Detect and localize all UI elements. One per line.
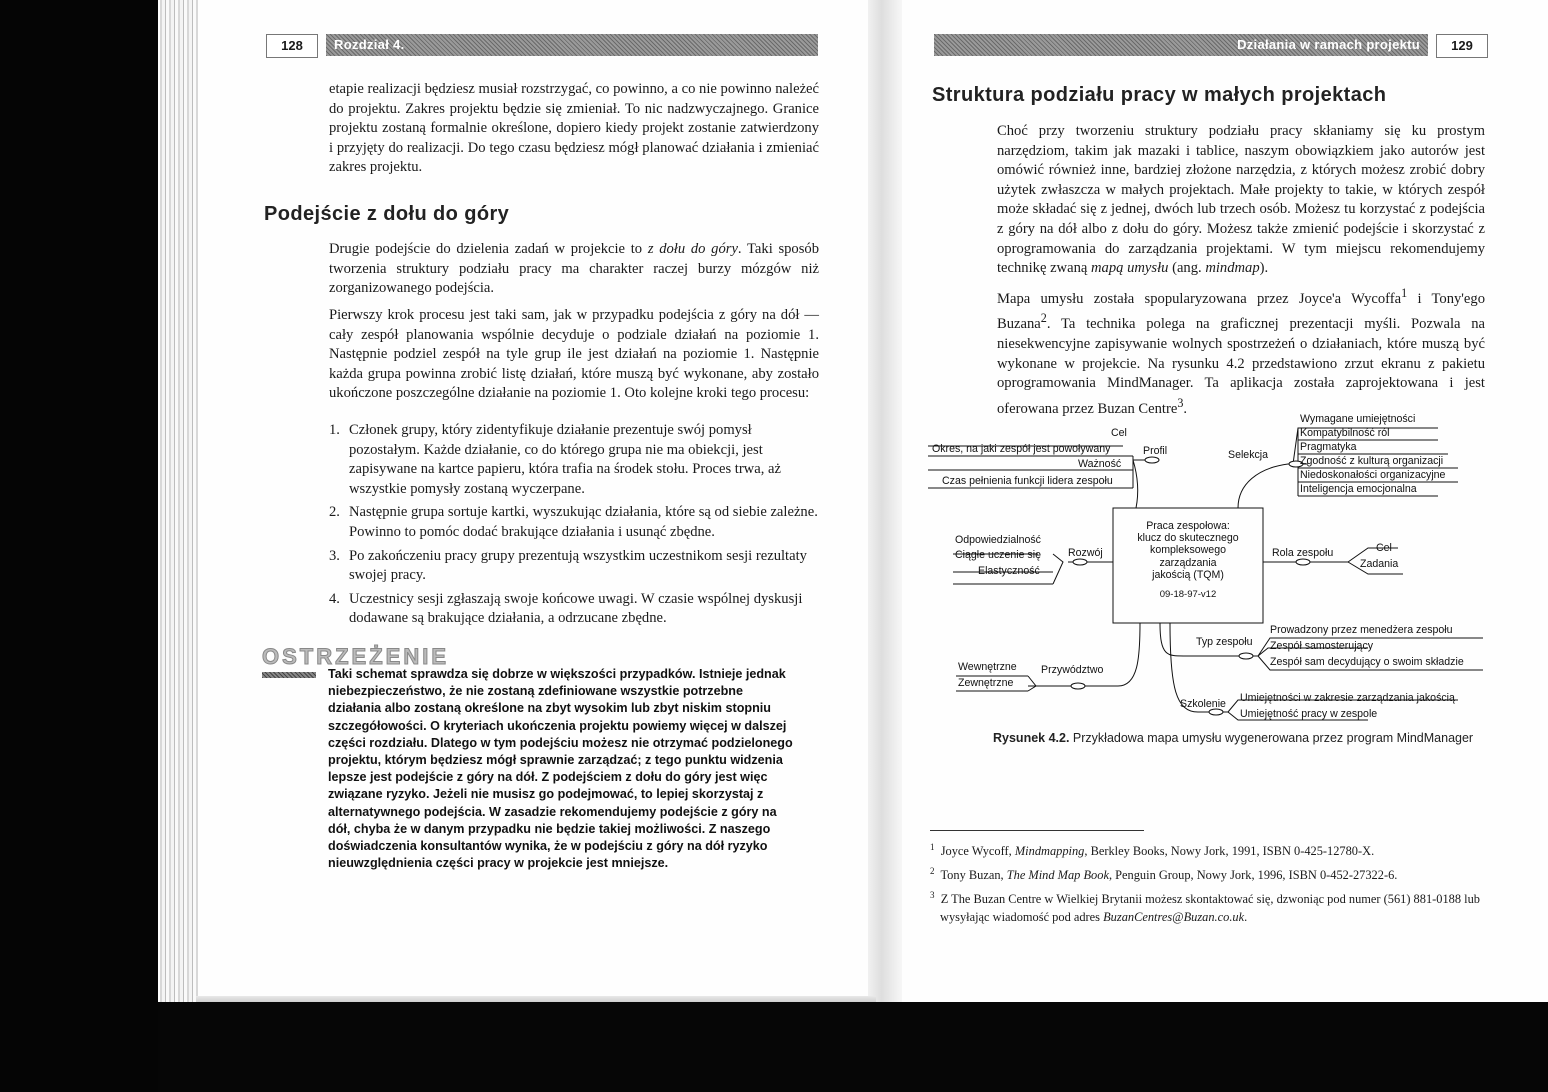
mindmap-leaf: Okres, na jaki zespół jest powoływany: [932, 443, 1111, 455]
footnote: $^3$ Z The Buzan Centre w Wielkiej Brytanii możesz skontaktować się, dzwoniąc pod numer (561) 881-0188 lub wysyłając wiadomość pod adres BuzanCentres@Buzan.co.uk.: [930, 890, 1480, 925]
mindmap-leaf: Zadania: [1360, 558, 1399, 570]
book-gutter: [868, 0, 902, 1010]
page-number-right: 129: [1436, 34, 1488, 58]
list-item: 3. Po zakończeniu pracy grupy prezentują wszystkim uczestnikom sesji rezultaty swojej pracy.: [329, 547, 807, 584]
mindmap-leaf: Cel: [1376, 542, 1392, 554]
mindmap-leaf: Kompatybilność ról: [1300, 427, 1390, 439]
paragraph-first-step: Pierwszy krok procesu jest taki sam, jak w przypadku podejścia z góry na dół — cały zespół planowania wspólnie decyduje o podziale działań na poziomie 1. Następnie podziel zespół na tyle grup ile jest działań na poziomie 1. Następnie każda grupa powinna zrobić listę działań, które muszą być wykonane, aby zostało ukończone poszczególne działanie na poziomie 1. Oto kolejne kroki tego procesu:: [329, 307, 819, 402]
mindmap-leaf: Niedoskonałości organizacyjne: [1300, 469, 1446, 481]
list-item: 2. Następnie grupa sortuje kartki, wyszukując działania, które są od siebie zależne. Powinno to pomóc dodać brakujące działania i usunąć zbędne.: [329, 504, 818, 540]
mindmap-leaf: Cel: [1111, 427, 1127, 439]
mindmap-node-szkolenie: Szkolenie: [1180, 698, 1226, 710]
scan-border-bottom: [158, 1002, 1548, 1092]
mindmap-leaf: Umiejętności w zakresie zarządzania jakością: [1240, 692, 1455, 704]
mindmap-leaf: Zespół samosterujący: [1270, 640, 1374, 652]
mindmap-leaf: Odpowiedzialność: [955, 534, 1041, 546]
mindmap-leaf: Zgodność z kulturą organizacji: [1300, 455, 1444, 467]
mindmap-leaf: Ciągłe uczenie się: [955, 549, 1041, 561]
figure-caption: Rysunek 4.2. Przykładowa mapa umysłu wygenerowana przez program MindManager: [993, 731, 1474, 745]
mindmap-leaf: Zewnętrzne: [958, 677, 1014, 689]
section-header-right: Działania w ramach projektu: [934, 34, 1428, 56]
chapter-header: Rozdział 4.: [326, 34, 818, 56]
footnote: $^1$ Joyce Wycoff, Mindmapping, Berkley Books, Nowy Jork, 1991, ISBN 0-425-12780-X.: [930, 842, 1375, 859]
mindmap-figure: [928, 408, 1488, 726]
warning-marker: [262, 672, 316, 678]
mindmap-leaf: Wymagane umiejętności: [1300, 413, 1416, 425]
page-number-left: 128: [266, 34, 318, 58]
mindmap-leaf: Czas pełnienia funkcji lidera zespołu: [942, 475, 1113, 487]
section-heading-bottom-up: Podejście z dołu do góry: [264, 203, 510, 225]
mindmap-node-selekcja: Selekcja: [1228, 449, 1269, 461]
list-item: 4. Uczestnicy sesji zgłaszają swoje końcowe uwagi. W czasie wspólnej dyskusji dodawane są brakujące działania, a odrzucane zbędne.: [329, 590, 803, 627]
section-heading-small-projects: Struktura podziału pracy w małych projektach: [932, 84, 1387, 106]
mindmap-leaf: Wewnętrzne: [958, 661, 1017, 673]
mindmap-leaf: Inteligencja emocjonalna: [1300, 483, 1417, 495]
paragraph-bottom-up-intro: Drugie podejście do dzielenia zadań w projekcie to z dołu do góry. Taki sposób tworzenia struktury podziału pracy ma charakter raczej burzy mózgów niż zorganizowanego podejścia.: [329, 241, 820, 297]
warning-text: Taki schemat sprawdza się dobrze w większości przypadków. Istnieje jednak niebezpieczeństwo, że nie zostaną zdefiniowane wszystkie potrzebne działania albo zostaną określone na zbyt wysokim lub zbyt niskim stopniu szczegółowości. O kryteriach ukończenia projektu powiemy więcej w dalszej części rozdziału. Dlatego w tym podejściu możesz nie otrzymać podzielonego projektu, którym będziesz mógł sprawnie zarządzać; z tego punktu widzenia lepsze jest podejście z góry na dół. Z podejściem z dołu do góry jest więc związane ryzyko. Jeżeli nie musisz go podejmować, to lepiej skorzystaj z alternatywnego podejścia. W zasadzie rekomendujemy podejście z góry na dół, chyba że w danym przypadku nie będzie takiej możliwości. Z naszego doświadczenia konsultantów wynika, że w podejściu z góry na dół ryzyko nieuwzględnienia części pracy w projekcie jest mniejsze.: [328, 667, 793, 871]
page-stack-edge: [160, 0, 198, 1040]
mindmap-leaf: Ważność: [1078, 458, 1122, 470]
list-item: 1. Członek grupy, który zidentyfikuje działanie prezentuje swój pomysł pozostałym. Każde działanie, co do którego grupa nie ma obiekcji, jest zapisywane na kartce papieru, która trafia na środek stołu. Proces trwa, aż wszystkie pomysły zostaną wyczerpane.: [329, 422, 781, 497]
mindmap-node-typ: Typ zespołu: [1196, 636, 1253, 648]
mindmap-leaf: Zespół sam decydujący o swoim składzie: [1270, 656, 1464, 668]
mindmap-center-node: Praca zespołowa: klucz do skutecznego kompleksowego zarządzania jakością (TQM) 09-18-97-v12: [1137, 520, 1239, 601]
paragraph-mindmap: Mapa umysłu została spopularyzowana przez Joyce'a Wycoffa$^1$ i Tony'ego Buzana$^2$. Ta technika polega na graficznej prezentacji myśli. Pozwala na niesekwencyjne zapisywanie wolnych spostrzeżeń o działaniach, które muszą być wykonane w projekcie. Na rysunku 4.2 przedstawiono zrzut ekranu z pakietu oprogramowania MindManager. Ta aplikacja została zaprojektowana i jest oferowana przez Buzan Centre$^3$.: [997, 286, 1486, 417]
mindmap-node-przywodztwo: Przywództwo: [1041, 664, 1104, 676]
mindmap-node-rola: Rola zespołu: [1272, 547, 1334, 559]
intro-paragraph: etapie realizacji będziesz musiał rozstrzygać, co powinno, a co nie powinno należeć do projektu. Zakres projektu będzie się zmieniał. To nic nadzwyczajnego. Granice projektu zostaną formalnie określone, dopiero kiedy projekt zostanie zatwierdzony i przyjęty do realizacji. Do tego czasu będziesz mógł planować działania i zmieniać zakres projektu.: [329, 81, 819, 176]
footnote-rule: [930, 830, 1144, 831]
warning-title: OSTRZEŻENIE: [262, 644, 450, 669]
mindmap-leaf: Pragmatyka: [1300, 441, 1357, 453]
mindmap-node-profil: Profil: [1143, 445, 1168, 457]
process-steps-list: [329, 421, 819, 633]
paragraph-small-projects: Choć przy tworzeniu struktury podziału pracy skłaniamy się ku prostym narzędziom, takim jak mazaki i tablice, naszym obowiązkiem jako autorów jest omówić również inne, bardziej złożone narzędzia, z których możesz zrobić dobry użytek zwłaszcza w małych projektach. Małe projekty to takie, w których zespół może składać się z jednej, dwóch lub trzech osób. Możesz tu korzystać z podejścia z góry na dół albo z dołu do góry. Możesz także zmienić podejście i skorzystać z oprogramowania do zarządzania projektami. W tym miejscu rekomendujemy technikę zwaną mapą umysłu (ang. mindmap).: [997, 123, 1485, 277]
scan-border-left: [0, 0, 158, 1092]
mindmap-leaf: Prowadzony przez menedżera zespołu: [1270, 624, 1453, 636]
footnote: $^2$ Tony Buzan, The Mind Map Book, Penguin Group, Nowy Jork, 1996, ISBN 0-452-27322-6.: [930, 866, 1398, 883]
mindmap-leaf: Umiejętność pracy w zespole: [1240, 708, 1378, 720]
mindmap-leaf: Elastyczność: [978, 565, 1040, 577]
mindmap-node-rozwoj: Rozwój: [1068, 547, 1103, 559]
